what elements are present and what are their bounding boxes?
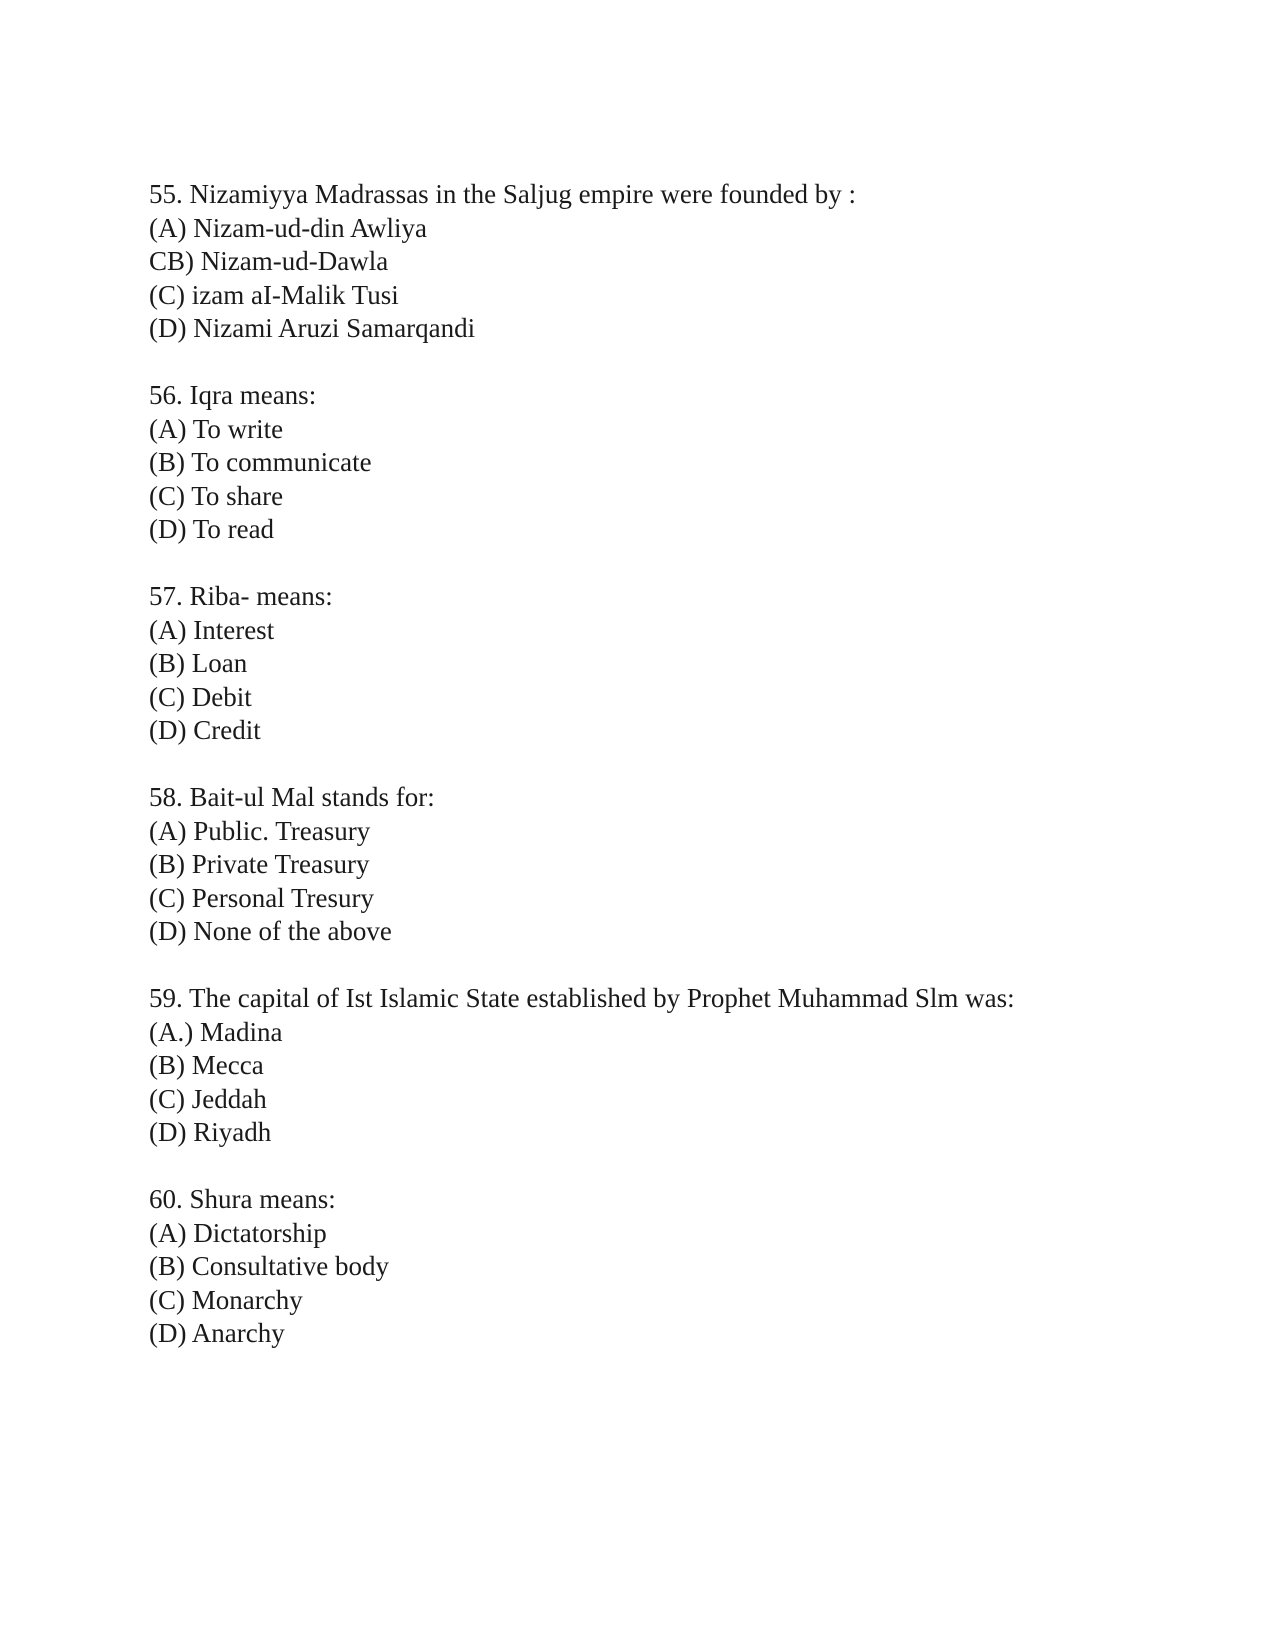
option-a: (A) Nizam-ud-din Awliya (149, 212, 427, 243)
option-b: (B) Private Treasury (149, 849, 370, 879)
option-d: (D) Nizami Aruzi Samarqandi (149, 313, 476, 343)
option-d: (D) To read (149, 514, 275, 544)
question-text: 55. Nizamiyya Madrassas in the Saljug empire were founded by : (149, 179, 857, 209)
question-text: 57. Riba- means: (149, 581, 333, 611)
option-a: (A) Interest (149, 614, 275, 645)
question-55 (149, 178, 1209, 346)
option-b: CB) Nizam-ud-Dawla (149, 246, 389, 276)
question-text: 59. The capital of Ist Islamic State established by Prophet Muhammad Slm was: (149, 983, 1015, 1013)
question-list (149, 178, 1209, 1384)
question-58 (149, 781, 1209, 949)
option-b: (B) Mecca (149, 1050, 264, 1080)
option-c: (C) izam aI-Malik Tusi (149, 279, 399, 310)
option-a: (A) To write (149, 413, 284, 444)
question-57 (149, 580, 1209, 748)
option-c: (C) Debit (149, 681, 252, 712)
question-59 (149, 982, 1209, 1150)
option-c: (C) Jeddah (149, 1083, 267, 1114)
option-d: (D) Anarchy (149, 1318, 285, 1348)
option-b: (B) Loan (149, 648, 248, 678)
option-b: (B) To communicate (149, 447, 372, 477)
option-a: (A.) Madina (149, 1016, 283, 1047)
question-56 (149, 379, 1209, 547)
question-text: 58. Bait-ul Mal stands for: (149, 782, 435, 812)
option-d: (D) None of the above (149, 916, 392, 946)
option-a: (A) Dictatorship (149, 1217, 327, 1248)
option-c: (C) Personal Tresury (149, 882, 375, 913)
option-a: (A) Public. Treasury (149, 815, 371, 846)
option-b: (B) Consultative body (149, 1251, 389, 1281)
option-c: (C) Monarchy (149, 1284, 303, 1315)
question-60 (149, 1183, 1209, 1351)
option-d: (D) Riyadh (149, 1117, 272, 1147)
option-d: (D) Credit (149, 715, 261, 745)
question-text: 60. Shura means: (149, 1184, 336, 1214)
question-text: 56. Iqra means: (149, 380, 317, 410)
option-c: (C) To share (149, 480, 284, 511)
